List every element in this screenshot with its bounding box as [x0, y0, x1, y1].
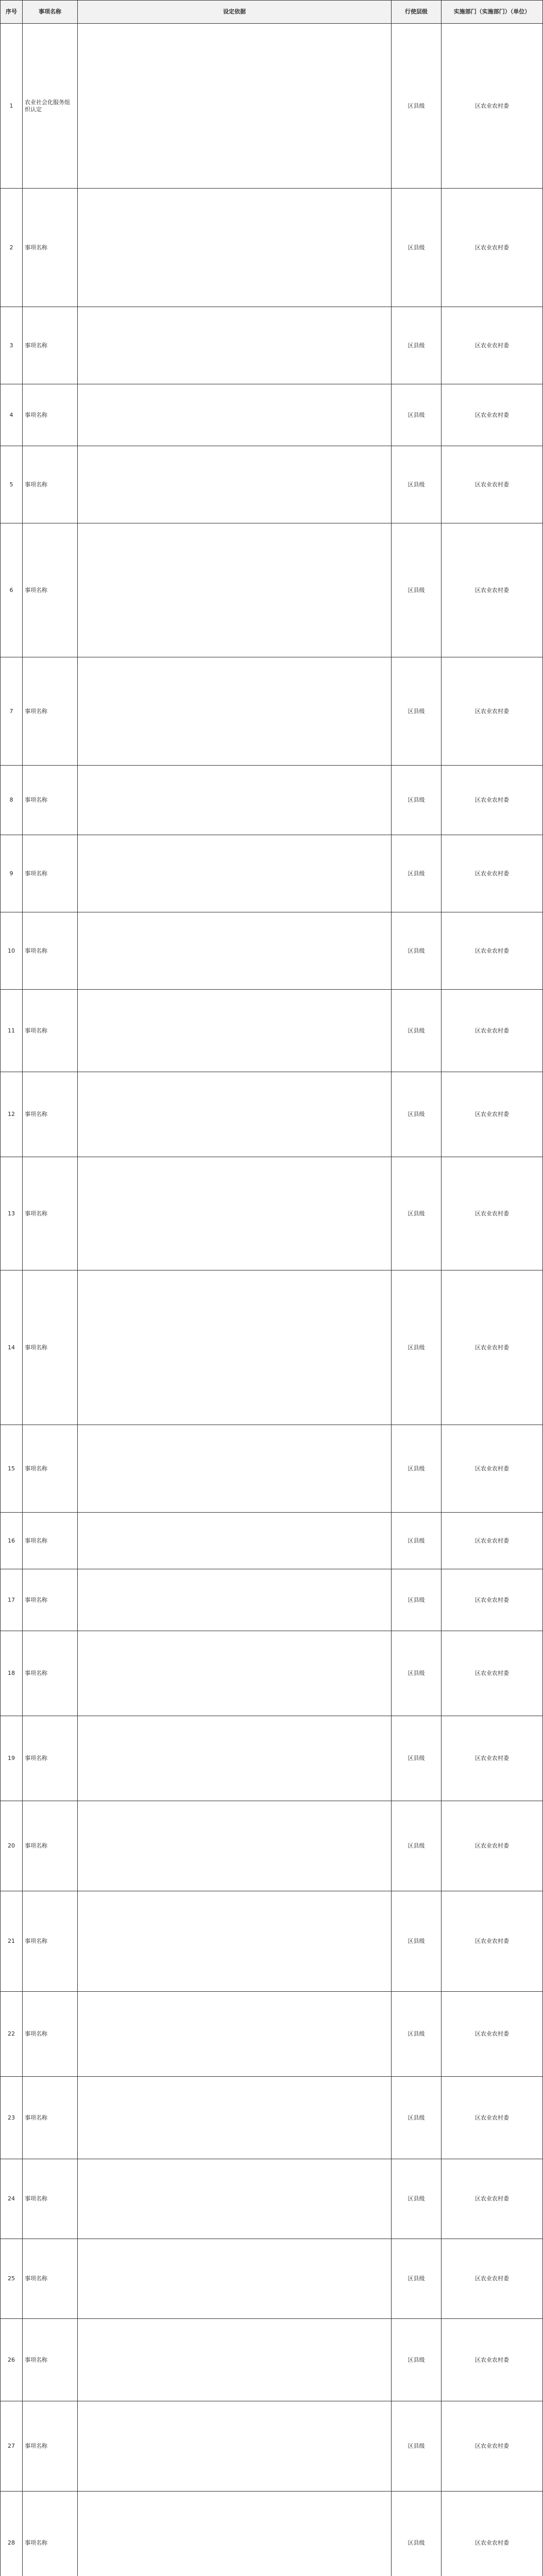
row-number: 11	[1, 990, 23, 1072]
implementing-department: 区农业农村委	[442, 1569, 543, 1631]
implementing-department: 区农业农村委	[442, 2077, 543, 2159]
legal-basis	[78, 990, 392, 1072]
table-row	[1, 2077, 543, 2159]
table-row	[1, 1891, 543, 1992]
exercise-level: 区县级	[392, 1513, 442, 1569]
matter-name: 事项名称	[23, 307, 78, 384]
table-row	[1, 446, 543, 523]
exercise-level: 区县级	[392, 384, 442, 446]
row-number: 7	[1, 657, 23, 766]
exercise-level: 区县级	[392, 1270, 442, 1425]
legal-basis	[78, 1425, 392, 1513]
table-row	[1, 1801, 543, 1891]
row-number: 9	[1, 835, 23, 912]
table-row	[1, 1157, 543, 1270]
table-row	[1, 2401, 543, 2492]
table-row	[1, 1425, 543, 1513]
matter-name: 事项名称	[23, 766, 78, 835]
legal-basis	[78, 1270, 392, 1425]
legal-basis	[78, 657, 392, 766]
implementing-department: 区农业农村委	[442, 1513, 543, 1569]
legal-basis	[78, 912, 392, 990]
legal-basis	[78, 523, 392, 657]
table-row	[1, 1270, 543, 1425]
exercise-level: 区县级	[392, 2239, 442, 2319]
legal-basis	[78, 2492, 392, 2576]
matter-name: 事项名称	[23, 2159, 78, 2239]
implementing-department: 区农业农村委	[442, 912, 543, 990]
exercise-level: 区县级	[392, 307, 442, 384]
row-number: 1	[1, 24, 23, 189]
table-row	[1, 835, 543, 912]
table-row	[1, 990, 543, 1072]
row-number: 15	[1, 1425, 23, 1513]
matter-name: 农业社会化服务组织认定	[23, 24, 78, 189]
implementing-department: 区农业农村委	[442, 384, 543, 446]
implementing-department: 区农业农村委	[442, 1425, 543, 1513]
legal-basis	[78, 1716, 392, 1801]
table-row	[1, 2159, 543, 2239]
implementing-department: 区农业农村委	[442, 1801, 543, 1891]
implementing-department: 区农业农村委	[442, 657, 543, 766]
table-row	[1, 1631, 543, 1716]
table-row	[1, 766, 543, 835]
matter-name: 事项名称	[23, 1513, 78, 1569]
legal-basis	[78, 1569, 392, 1631]
row-number: 27	[1, 2401, 23, 2492]
legal-basis	[78, 1513, 392, 1569]
table-row	[1, 1716, 543, 1801]
table-row	[1, 2319, 543, 2401]
exercise-level: 区县级	[392, 24, 442, 189]
header-basis: 设定依据	[78, 1, 392, 24]
implementing-department: 区农业农村委	[442, 766, 543, 835]
table-row	[1, 384, 543, 446]
exercise-level: 区县级	[392, 657, 442, 766]
row-number: 21	[1, 1891, 23, 1992]
exercise-level: 区县级	[392, 1072, 442, 1157]
implementing-department: 区农业农村委	[442, 2492, 543, 2576]
legal-basis	[78, 1801, 392, 1891]
header-no: 序号	[1, 1, 23, 24]
table-row	[1, 1992, 543, 2077]
exercise-level: 区县级	[392, 2492, 442, 2576]
header-dept: 实施部门（实施部门）（单位）	[442, 1, 543, 24]
exercise-level: 区县级	[392, 1992, 442, 2077]
implementing-department: 区农业农村委	[442, 1072, 543, 1157]
implementing-department: 区农业农村委	[442, 835, 543, 912]
table-row	[1, 1569, 543, 1631]
matter-name: 事项名称	[23, 1569, 78, 1631]
exercise-level: 区县级	[392, 2159, 442, 2239]
exercise-level: 区县级	[392, 912, 442, 990]
row-number: 4	[1, 384, 23, 446]
legal-basis	[78, 835, 392, 912]
legal-basis	[78, 766, 392, 835]
table-row	[1, 2239, 543, 2319]
matter-name: 事项名称	[23, 1631, 78, 1716]
exercise-level: 区县级	[392, 835, 442, 912]
matter-name: 事项名称	[23, 1425, 78, 1513]
implementing-department: 区农业农村委	[442, 307, 543, 384]
legal-basis	[78, 2159, 392, 2239]
matter-name: 事项名称	[23, 189, 78, 307]
legal-basis	[78, 189, 392, 307]
implementing-department: 区农业农村委	[442, 2159, 543, 2239]
header-name: 事项名称	[23, 1, 78, 24]
implementing-department: 区农业农村委	[442, 523, 543, 657]
implementing-department: 区农业农村委	[442, 189, 543, 307]
legal-basis	[78, 1631, 392, 1716]
matter-name: 事项名称	[23, 384, 78, 446]
implementing-department: 区农业农村委	[442, 1992, 543, 2077]
implementing-department: 区农业农村委	[442, 1157, 543, 1270]
exercise-level: 区县级	[392, 990, 442, 1072]
exercise-level: 区县级	[392, 189, 442, 307]
exercise-level: 区县级	[392, 2077, 442, 2159]
row-number: 13	[1, 1157, 23, 1270]
row-number: 5	[1, 446, 23, 523]
row-number: 6	[1, 523, 23, 657]
row-number: 8	[1, 766, 23, 835]
matter-name: 事项名称	[23, 657, 78, 766]
row-number: 20	[1, 1801, 23, 1891]
exercise-level: 区县级	[392, 446, 442, 523]
implementing-department: 区农业农村委	[442, 1270, 543, 1425]
implementing-department: 区农业农村委	[442, 1716, 543, 1801]
legal-basis	[78, 384, 392, 446]
legal-basis	[78, 2239, 392, 2319]
matter-name: 事项名称	[23, 990, 78, 1072]
table-row	[1, 189, 543, 307]
legal-basis	[78, 1157, 392, 1270]
matter-name: 事项名称	[23, 446, 78, 523]
matter-name: 事项名称	[23, 1801, 78, 1891]
row-number: 17	[1, 1569, 23, 1631]
exercise-level: 区县级	[392, 1631, 442, 1716]
matter-name: 事项名称	[23, 835, 78, 912]
exercise-level: 区县级	[392, 2319, 442, 2401]
implementing-department: 区农业农村委	[442, 1891, 543, 1992]
legal-basis	[78, 1891, 392, 1992]
implementing-department: 区农业农村委	[442, 24, 543, 189]
exercise-level: 区县级	[392, 1801, 442, 1891]
row-number: 28	[1, 2492, 23, 2576]
table-row	[1, 2492, 543, 2576]
matter-name: 事项名称	[23, 2492, 78, 2576]
matter-name: 事项名称	[23, 523, 78, 657]
implementing-department: 区农业农村委	[442, 1631, 543, 1716]
table-head	[1, 1, 543, 24]
matter-name: 事项名称	[23, 2319, 78, 2401]
table-row	[1, 1513, 543, 1569]
table-row	[1, 912, 543, 990]
matter-name: 事项名称	[23, 1992, 78, 2077]
table-header-row	[1, 1, 543, 24]
row-number: 3	[1, 307, 23, 384]
exercise-level: 区县级	[392, 2401, 442, 2492]
implementing-department: 区农业农村委	[442, 2401, 543, 2492]
row-number: 16	[1, 1513, 23, 1569]
implementing-department: 区农业农村委	[442, 990, 543, 1072]
matter-name: 事项名称	[23, 1072, 78, 1157]
row-number: 22	[1, 1992, 23, 2077]
legal-basis	[78, 1072, 392, 1157]
row-number: 2	[1, 189, 23, 307]
implementing-department: 区农业农村委	[442, 446, 543, 523]
header-level: 行使层级	[392, 1, 442, 24]
exercise-level: 区县级	[392, 1569, 442, 1631]
matter-name: 事项名称	[23, 1716, 78, 1801]
table-row	[1, 657, 543, 766]
legal-basis	[78, 24, 392, 189]
exercise-level: 区县级	[392, 766, 442, 835]
table-body	[1, 24, 543, 2576]
row-number: 12	[1, 1072, 23, 1157]
table-row	[1, 307, 543, 384]
legal-basis	[78, 446, 392, 523]
matter-name: 事项名称	[23, 1891, 78, 1992]
exercise-level: 区县级	[392, 523, 442, 657]
legal-basis	[78, 2401, 392, 2492]
row-number: 10	[1, 912, 23, 990]
row-number: 24	[1, 2159, 23, 2239]
row-number: 14	[1, 1270, 23, 1425]
matter-name: 事项名称	[23, 2401, 78, 2492]
exercise-level: 区县级	[392, 1425, 442, 1513]
legal-basis	[78, 2077, 392, 2159]
exercise-level: 区县级	[392, 1716, 442, 1801]
matter-name: 事项名称	[23, 2077, 78, 2159]
exercise-level: 区县级	[392, 1891, 442, 1992]
row-number: 19	[1, 1716, 23, 1801]
row-number: 25	[1, 2239, 23, 2319]
table-row	[1, 523, 543, 657]
implementing-department: 区农业农村委	[442, 2239, 543, 2319]
table-row	[1, 24, 543, 189]
exercise-level: 区县级	[392, 1157, 442, 1270]
matter-name: 事项名称	[23, 912, 78, 990]
matter-name: 事项名称	[23, 1270, 78, 1425]
implementing-department: 区农业农村委	[442, 2319, 543, 2401]
row-number: 18	[1, 1631, 23, 1716]
matter-name: 事项名称	[23, 2239, 78, 2319]
row-number: 26	[1, 2319, 23, 2401]
legal-basis	[78, 2319, 392, 2401]
legal-basis	[78, 1992, 392, 2077]
legal-basis	[78, 307, 392, 384]
table-row	[1, 1072, 543, 1157]
row-number: 23	[1, 2077, 23, 2159]
matter-name: 事项名称	[23, 1157, 78, 1270]
